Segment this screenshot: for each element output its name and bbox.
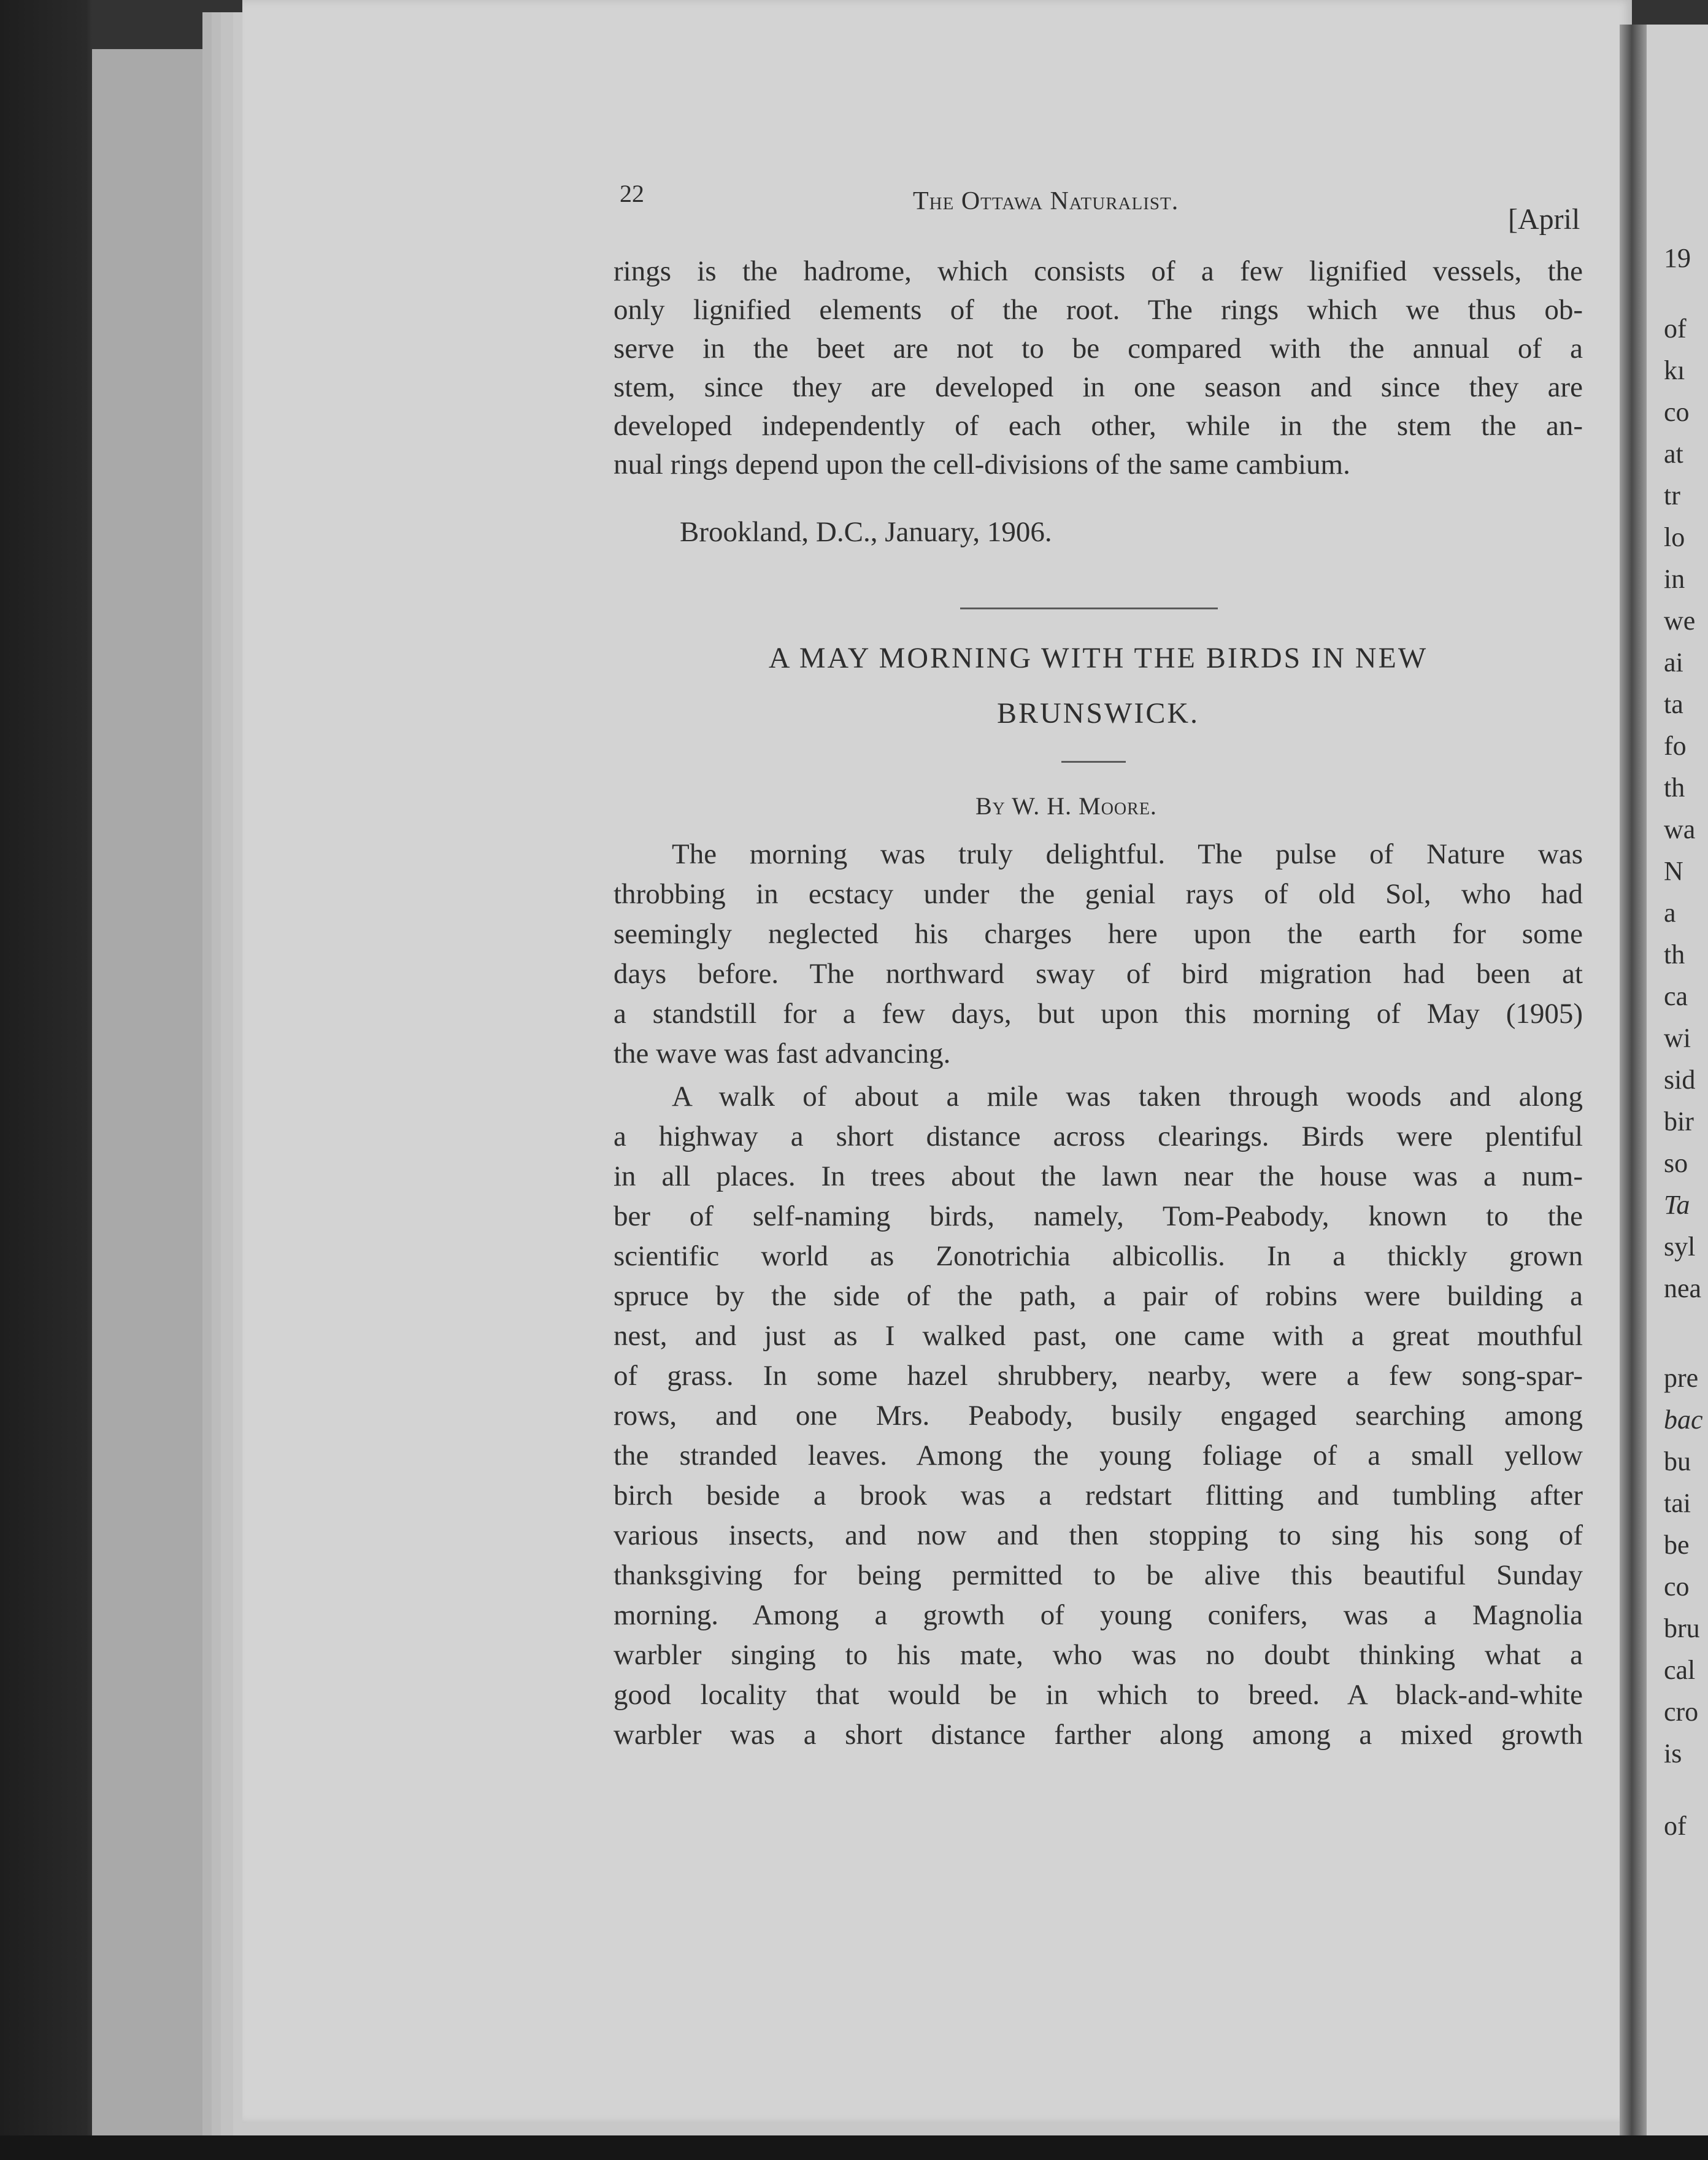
text-line: warbler was a short distance farther along among a mixed growth [614,1719,1583,1751]
facing-page-fragment: of [1664,1811,1687,1841]
facing-page-fragment: co [1664,1572,1690,1602]
text-line: a highway a short distance across clearings. Birds were plentiful [614,1120,1583,1152]
text-line: nest, and just as I walked past, one came with a great mouthful [614,1320,1583,1352]
facing-page-fragment: tr [1664,480,1680,511]
issue-month: [April [1508,203,1580,236]
facing-page-fragment: a [1664,898,1676,928]
facing-page-fragment: cal [1664,1655,1696,1685]
facing-page-fragment: bac [1664,1405,1703,1435]
facing-page-fragment: bir [1664,1106,1694,1136]
facing-page-fragment: is [1664,1738,1682,1768]
facing-page-fragment: lo [1664,522,1685,552]
text-line: good locality that would be in which to breed. A black-and-white [614,1679,1583,1711]
text-line: ber of self-naming birds, namely, Tom-Peabody, known to the [614,1200,1583,1232]
text-line: only lignified elements of the root. The rings which we thus ob- [614,294,1583,326]
facing-page-fragment: be [1664,1530,1690,1560]
byline: By W. H. Moore. [975,792,1157,820]
facing-page-fragment: we [1664,606,1696,636]
text-line: The morning was truly delightful. The pulse of Nature was [672,838,1583,870]
facing-page-fragment: in [1664,564,1685,594]
text-line: seemingly neglected his charges here upon the earth for some [614,918,1583,950]
text-line: various insects, and now and then stopping to sing his song of [614,1519,1583,1551]
scan-bottom-edge [0,2135,1708,2160]
article-title-line-1: A MAY MORNING WITH THE BIRDS IN NEW [768,642,1428,674]
text-line: thanksgiving for being permitted to be alive this beautiful Sunday [614,1559,1583,1591]
facing-page-fragment: N [1664,856,1683,886]
text-line: a standstill for a few days, but upon this morning of May (1905) [614,998,1583,1030]
text-line: the stranded leaves. Among the young foliage of a small yellow [614,1440,1583,1472]
facing-page-fragment: wa [1664,814,1696,844]
text-line: stem, since they are developed in one season and since they are [614,371,1583,403]
facing-page-fragment: ta [1664,689,1683,719]
facing-page-fragment: bu [1664,1446,1691,1476]
facing-page-fragment: bru [1664,1613,1700,1643]
facing-page-fragment: nea [1664,1273,1702,1303]
facing-page-fragment: of [1664,314,1687,344]
text-line: morning. Among a growth of young conifers, was a Magnolia [614,1599,1583,1631]
facing-page-fragment: tai [1664,1488,1691,1518]
facing-page-fragment: ca [1664,981,1688,1011]
facing-page-fragment: ai [1664,647,1683,677]
facing-page-fragment: kı [1664,355,1685,385]
text-line: warbler singing to his mate, who was no doubt thinking what a [614,1639,1583,1671]
article-title-line-2: BRUNSWICK. [996,697,1200,730]
title-rule [1061,761,1126,763]
text-line: in all places. In trees about the lawn near the house was a num- [614,1160,1583,1192]
text-line: of grass. In some hazel shrubbery, nearby, were a few song-spar- [614,1360,1583,1392]
facing-page-fragment: so [1664,1148,1688,1178]
text-line: A walk of about a mile was taken through woods and along [672,1081,1583,1113]
text-line: birch beside a brook was a redstart flitting and tumbling after [614,1479,1583,1511]
text-line: developed independently of each other, while in the stem the an- [614,410,1583,442]
facing-page-fragment: th [1664,773,1685,803]
dateline: Brookland, D.C., January, 1906. [680,516,1052,548]
facing-page-fragment: 19 [1664,243,1691,273]
text-line: rows, and one Mrs. Peabody, busily engaged searching among [614,1400,1583,1432]
facing-page-fragment: co [1664,397,1690,427]
section-divider-rule [960,608,1218,609]
text-line: serve in the beet are not to be compared with the annual of a [614,333,1583,364]
facing-page-fragment: pre [1664,1363,1699,1393]
facing-page-fragment: syl [1664,1232,1696,1262]
facing-page-fragment: sid [1664,1065,1696,1095]
text-line: the wave was fast advancing. [614,1038,951,1070]
facing-page-fragment: wi [1664,1023,1691,1053]
text-line: days before. The northward sway of bird migration had been at [614,958,1583,990]
facing-page-fragment: fo [1664,731,1687,761]
text-line: nual rings depend upon the cell-divisions of the same cambium. [614,449,1350,480]
text-line: scientific world as Zonotrichia albicollis. In a thickly grown [614,1240,1583,1272]
facing-page-fragment: Ta [1664,1190,1690,1220]
text-line: rings is the hadrome, which consists of a few lignified vessels, the [614,255,1583,287]
facing-page-fragment: at [1664,439,1683,469]
text-line: throbbing in ecstacy under the genial rays of old Sol, who had [614,878,1583,910]
text-line: spruce by the side of the path, a pair of robins were building a [614,1280,1583,1312]
running-title: The Ottawa Naturalist. [913,187,1179,215]
page-number: 22 [620,180,644,207]
facing-page-fragment: cro [1664,1697,1699,1727]
facing-page-fragment: th [1664,939,1685,970]
book-gutter [1620,25,1647,2148]
